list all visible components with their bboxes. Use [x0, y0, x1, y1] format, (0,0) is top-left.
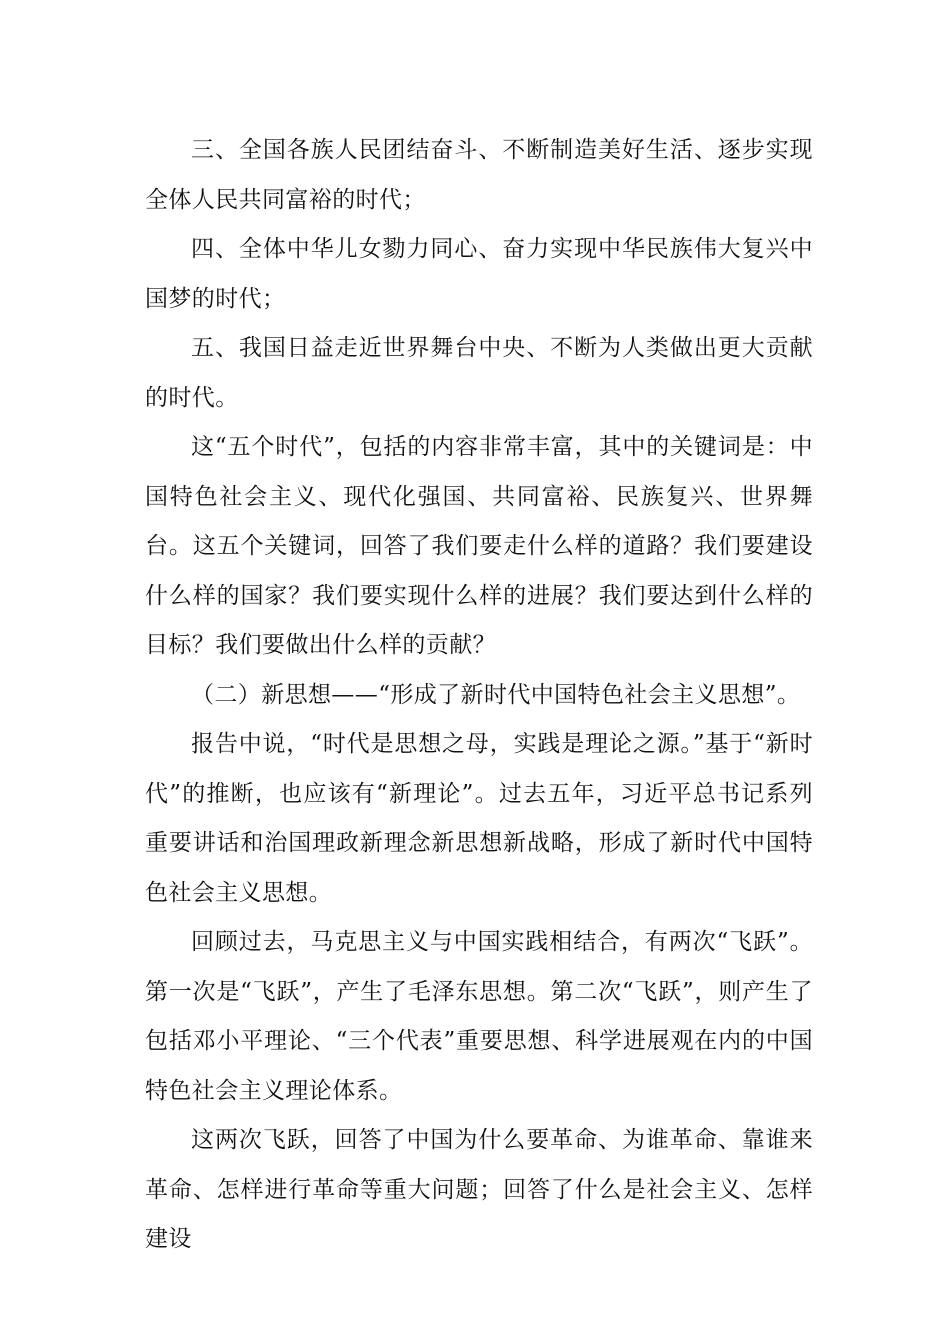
- paragraph-4: 这“五个时代”，包括的内容非常丰富，其中的关键词是：中国特色社会主义、现代化强国、共同富裕、民族复兴、世界舞台。这五个关键词，回答了我们要走什么样的道路？我们要建设什么样的国家？我们要实现什么样的进展？我们要达到什么样的目标？我们要做出什么样的贡献？: [145, 434, 813, 658]
- paragraph-5: 报告中说，“时代是思想之母，实践是理论之源。”基于“新时代”的推断，也应该有“新理论”。过去五年，习近平总书记系列重要讲话和治国理政新理念新思想新战略，形成了新时代中国特色社会主义思想。: [145, 731, 813, 906]
- paragraph-2: 四、全体中华儿女勠力同心、奋力实现中华民族伟大复兴中国梦的时代；: [145, 236, 813, 312]
- paragraph-7: 这两次飞跃，回答了中国为什么要革命、为谁革命、靠谁来革命、怎样进行革命等重大问题；回答了什么是社会主义、怎样建设: [145, 1127, 813, 1252]
- document-body: [145, 126, 813, 1265]
- paragraph-1: 三、全国各族人民团结奋斗、不断制造美好生活、逐步实现全体人民共同富裕的时代；: [145, 137, 813, 213]
- paragraph-3: 五、我国日益走近世界舞台中央、不断为人类做出更大贡献的时代。: [145, 335, 813, 411]
- section-heading: （二）新思想——“形成了新时代中国特色社会主义思想”。: [191, 681, 801, 708]
- paragraph-6: 回顾过去，马克思主义与中国实践相结合，有两次“飞跃”。第一次是“飞跃”，产生了毛泽东思想。第二次“飞跃”，则产生了包括邓小平理论、“三个代表”重要思想、科学进展观在内的中国特色社会主义理论体系。: [145, 929, 813, 1104]
